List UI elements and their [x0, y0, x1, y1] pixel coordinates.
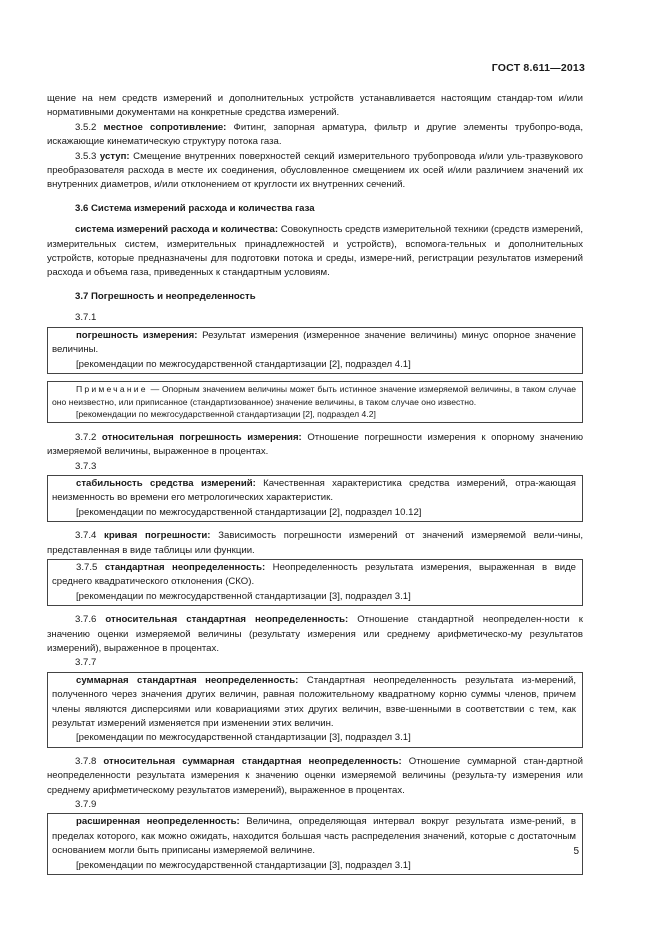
- term: относительная суммарная стандартная неопределенность:: [103, 755, 402, 767]
- term-box-3-7-9: [47, 813, 583, 875]
- paragraph-3-5-3: [47, 150, 583, 193]
- clause-number: 3.7.8: [75, 755, 97, 767]
- definition: Неопределенность результата измерения, выраженная в виде среднего квадратического отклонения (СКО).: [52, 561, 577, 588]
- clause-number: 3.7.6: [75, 614, 97, 626]
- term: уступ:: [99, 150, 130, 162]
- reference: [рекомендации по межгосударственной стандартизации [2], подраздел 4.1]: [76, 358, 411, 370]
- definition: Совокупность средств измерительной техники (средств измерений, измерительных систем, измерительных принадлежностей и устройств), вспомога-тельных и дополнительных устройств, которые предназначены для подготовки потока и среды, измере-ний, регистрации результатов измерений расхода и объема газа, приведенных к стандартным условиям.: [47, 224, 583, 279]
- paragraph-3-7-2: [47, 431, 583, 460]
- term-box-3-7-3: [47, 475, 583, 522]
- section-heading-3-6: 3.6 Система измерений расхода и количества газа: [75, 202, 315, 214]
- note-reference: [рекомендации по межгосударственной стандартизации [2], подраздел 4.2]: [76, 409, 376, 420]
- term: система измерений расхода и количества:: [75, 224, 279, 236]
- term: стабильность средства измерений:: [76, 477, 256, 489]
- term-definition: [52, 674, 576, 732]
- note-label: Примечание: [76, 383, 148, 394]
- paragraph-3-7-6: [47, 613, 583, 656]
- paragraph-continuation: щение на нем средств измерений и дополнительных устройств устанавливается настоящим стандар-том и/или нормативными документами на конкретные средства измерений.: [47, 93, 583, 119]
- paragraph-3-6-term: [47, 223, 583, 281]
- term-box-3-7-5: [47, 559, 583, 606]
- reference: [рекомендации по межгосударственной стандартизации [3], подраздел 3.1]: [76, 590, 411, 602]
- note-text: [52, 383, 576, 408]
- clause-number: 3.7.5: [76, 561, 98, 573]
- paragraph-3-5-2: [47, 121, 583, 150]
- clause-number-3-7-9: 3.7.9: [75, 799, 97, 811]
- term-definition: [52, 329, 576, 358]
- term: стандартная неопределенность:: [104, 561, 266, 573]
- term-box-3-7-1: [47, 327, 583, 374]
- page-number: 5: [573, 846, 579, 857]
- reference: [рекомендации по межгосударственной стандартизации [2], подраздел 10.12]: [76, 506, 422, 518]
- definition: Качественная характеристика средства измерений, отра-жающая неизменность во времени его метрологических характеристик.: [52, 477, 576, 504]
- term-box-3-7-7: [47, 672, 583, 748]
- definition: Фитинг, запорная арматура, фильтр и другие элементы трубопро-вода, искажающие кинематическую структуру потока газа.: [47, 121, 583, 148]
- document-code: ГОСТ 8.611—2013: [491, 62, 585, 74]
- term: относительная стандартная неопределенность:: [105, 614, 349, 626]
- definition: Величина, определяющая интервал вокруг результата изме-рений, в пределах которого, как можно ожидать, находится большая часть распределения значений, которые с достаточным основанием могли быть приписаны измеряемой величине.: [52, 816, 576, 857]
- definition: Отношение стандартной неопределен-ности к значению оценки измеряемой величины (результату измерения или среднему арифметическо-му результатов измерений), выраженное в процентах.: [47, 614, 583, 654]
- clause-number: 3.7.4: [75, 530, 97, 542]
- clause-number-3-7-3: 3.7.3: [75, 460, 97, 472]
- clause-number-3-7-7: 3.7.7: [75, 657, 97, 669]
- definition: Отношение погрешности измерения к опорному значению измеряемой величины, выраженное в процентах.: [47, 431, 584, 458]
- term-definition: [52, 561, 576, 590]
- clause-number-3-7-1: 3.7.1: [75, 312, 97, 324]
- clause-number: 3.5.2: [75, 121, 97, 133]
- note-body: — Опорным значением величины может быть истинное значение измеряемой величины, в таком случае оно неизвестно, или приписанное (стандартизованное) значение величины, в таком случае оно известно.: [52, 383, 577, 407]
- definition: Смещение внутренних поверхностей секций измерительного трубопровода и/или уль-тразвукового преобразователя расхода в месте их соединения, обусловленное смещением их осей и/или различием значений их внутренних диаметров, и/или отклонением от круглости их внутренних сечений.: [47, 150, 583, 191]
- clause-number: 3.7.2: [75, 431, 97, 443]
- clause-number: 3.5.3: [75, 150, 97, 162]
- document-body: [47, 92, 583, 877]
- section-heading-3-7: 3.7 Погрешность и неопределенность: [75, 290, 256, 302]
- term: расширенная неопределенность:: [76, 816, 240, 828]
- term-definition: [52, 815, 576, 858]
- definition: Результат измерения (измеренное значение величины) минус опорное значение величины.: [52, 329, 576, 356]
- term: погрешность измерения:: [76, 329, 198, 341]
- definition: Зависимость погрешности измерений от значений измеряемой вели-чины, представленная в виде таблицы или функции.: [47, 530, 583, 556]
- paragraph-3-7-4: [47, 529, 583, 558]
- term: суммарная стандартная неопределенность:: [76, 674, 299, 686]
- term: кривая погрешности:: [104, 530, 211, 542]
- definition: Отношение суммарной стан-дартной неопределенности результата измерения к значению оценки измеряемой величины (результа-ту измерения или среднему арифметическому результатов измерений), выраженное в процентах.: [47, 755, 584, 796]
- note-box: [47, 381, 583, 423]
- definition: Стандартная неопределенность результата из-мерений, полученного через значения других величин, равная положительному квадратному корню суммы членов, причем члены являются дисперсиями или ковариациями этих других величин, взве-шенными в соответствии с тем, как результат измерений изменяется при изменении этих величин.: [52, 674, 577, 729]
- reference: [рекомендации по межгосударственной стандартизации [3], подраздел 3.1]: [76, 859, 411, 871]
- paragraph-3-7-8: [47, 755, 583, 798]
- term-definition: [52, 477, 576, 506]
- term: относительная погрешность измерения:: [101, 431, 302, 443]
- reference: [рекомендации по межгосударственной стандартизации [3], подраздел 3.1]: [76, 732, 411, 744]
- term: местное сопротивление:: [103, 121, 227, 133]
